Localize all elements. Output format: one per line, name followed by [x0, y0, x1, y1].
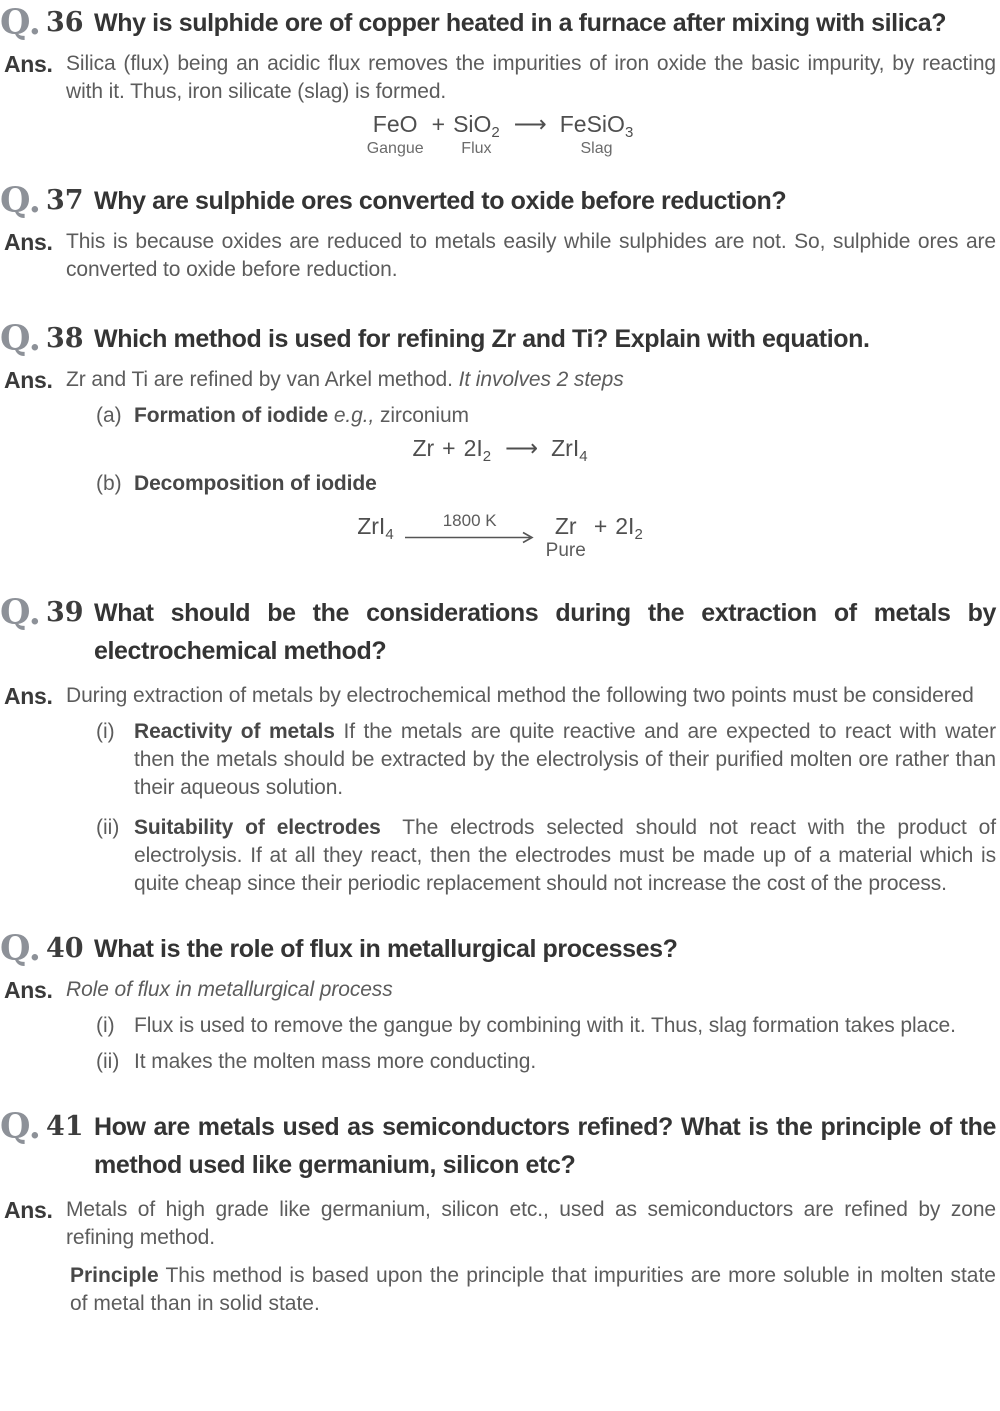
formula: Zr — [412, 435, 435, 461]
equation-term — [546, 512, 586, 562]
equation-term — [367, 110, 424, 158]
chemical-equation-iodide-decomposition — [4, 512, 996, 562]
question-block-39 — [0, 592, 997, 898]
reaction-arrow-icon: ⟶ — [505, 435, 538, 461]
question-marker: Q. — [0, 928, 41, 969]
formula: FeSiO$_3$ — [559, 111, 634, 141]
question-marker: Q. — [0, 180, 41, 221]
step-text: Formation of iodide e.g., zirconium — [134, 404, 469, 427]
answer-text: Role of flux in metallurgical process — [66, 978, 393, 1001]
principle-text: This method is based upon the principle that impurities are more soluble in molten state of metal than in solid state. — [70, 1264, 996, 1315]
italic-run: It involves 2 steps — [458, 368, 624, 391]
question-header — [0, 2, 996, 43]
principle-paragraph — [70, 1262, 996, 1318]
question-marker: Q. — [0, 592, 41, 633]
answer-row — [4, 366, 996, 394]
labeled-reaction-arrow — [404, 512, 536, 544]
formula: ZrI$_4$ — [357, 513, 394, 543]
equation-term — [453, 110, 500, 158]
formula: SiO$_2$ — [453, 111, 500, 141]
term-label: Slag — [580, 140, 613, 157]
question-block-37 — [0, 180, 996, 284]
question-header — [0, 592, 996, 670]
formula: $2I_2$ — [615, 513, 643, 543]
answer-text: This is because oxides are reduced to metals easily while sulphides are not. So, sulphide ores are converted to oxide before reduction. — [66, 230, 996, 281]
question-number: 41 — [46, 1111, 84, 1142]
question-header — [0, 1106, 996, 1184]
answer-row — [4, 228, 996, 284]
point-marker: (i) — [96, 1014, 115, 1037]
question-header — [0, 180, 996, 221]
question-block-41 — [0, 1106, 996, 1318]
answer-row — [4, 50, 996, 106]
plus-sign: + — [431, 111, 446, 137]
formula: $2I_2$ — [463, 435, 492, 465]
answer-point-i — [96, 1012, 996, 1040]
step-marker: (a) — [96, 404, 122, 427]
chemical-equation-feo — [4, 110, 996, 158]
term-label: Pure — [545, 540, 586, 561]
point-marker: (ii) — [96, 1050, 120, 1073]
equation-term — [560, 110, 634, 158]
question-block-38 — [0, 318, 996, 562]
point-text: Reactivity of metals If the metals are quite reactive and are expected to react with water then the metals should be extracted by the electrolysis of their purified molten ore rather than their aqueous solution. — [134, 720, 997, 799]
answer-label: Ans. — [4, 51, 53, 77]
question-marker: Q. — [0, 1106, 41, 1147]
plus-sign: + — [442, 435, 456, 461]
step-b — [96, 470, 996, 498]
answer-point-i — [96, 718, 996, 802]
principle-label: Principle — [70, 1264, 159, 1287]
answer-label: Ans. — [4, 1197, 53, 1223]
formula: ZrI$_4$ — [551, 435, 588, 465]
reaction-arrow-icon — [404, 531, 536, 544]
step-text: Decomposition of iodide — [134, 472, 377, 495]
question-text: Which method is used for refining Zr and Ti? Explain with equation. — [94, 325, 870, 353]
formula: FeO — [372, 111, 418, 137]
question-text: How are metals used as semiconductors refined? What is the principle of the method used like germanium, silicon etc? — [94, 1113, 996, 1179]
answer-label: Ans. — [4, 229, 53, 255]
question-header — [0, 318, 996, 359]
point-marker: (ii) — [96, 816, 120, 839]
point-text: It makes the molten mass more conducting. — [134, 1050, 537, 1073]
answer-point-ii — [96, 814, 996, 898]
question-marker: Q. — [0, 318, 41, 359]
term-label: Gangue — [366, 140, 424, 157]
answer-label: Ans. — [4, 367, 53, 393]
term-label: Flux — [461, 140, 492, 157]
answer-label: Ans. — [4, 683, 53, 709]
reaction-arrow-icon: ⟶ — [513, 111, 546, 137]
question-block-40 — [0, 928, 996, 1076]
answer-text: Metals of high grade like germanium, silicon etc., used as semiconductors are refined by zone refining method. — [66, 1198, 996, 1249]
step-marker: (b) — [96, 472, 122, 495]
question-number: 38 — [46, 323, 84, 354]
chemical-equation-iodide-formation — [4, 434, 996, 465]
question-block-36 — [0, 2, 996, 158]
question-text: What should be the considerations during the extraction of metals by electrochemical method? — [94, 599, 996, 665]
answer-label: Ans. — [4, 977, 53, 1003]
point-text: Flux is used to remove the gangue by combining with it. Thus, slag formation takes place. — [134, 1014, 956, 1037]
question-number: 39 — [46, 597, 84, 628]
question-text: What is the role of flux in metallurgical processes? — [94, 935, 678, 963]
answer-point-ii — [96, 1048, 996, 1076]
question-text: Why is sulphide ore of copper heated in a furnace after mixing with silica? — [94, 9, 947, 37]
question-number: 37 — [46, 185, 84, 216]
answer-row — [4, 976, 996, 1004]
answer-text: During extraction of metals by electrochemical method the following two points must be considered — [66, 684, 974, 707]
reaction-condition: 1800 K — [442, 511, 497, 530]
question-number: 36 — [46, 7, 84, 38]
point-marker: (i) — [96, 720, 115, 743]
answer-row — [4, 1196, 996, 1252]
point-text: Suitability of electrodes The electrods selected should not react with the product of electrolysis. If at all they react, then the electrodes must be made up of a material which is quite cheap since their periodic replacement should not increase the cost of the process. — [134, 816, 996, 895]
formula: Zr — [554, 513, 577, 539]
step-a — [96, 402, 996, 430]
answer-text: Zr and Ti are refined by van Arkel method. It involves 2 steps — [66, 368, 624, 391]
answer-row — [4, 682, 996, 710]
plus-sign: + — [593, 513, 608, 539]
question-number: 40 — [46, 933, 84, 964]
question-text: Why are sulphide ores converted to oxide before reduction? — [94, 187, 787, 215]
question-header — [0, 928, 996, 969]
answer-text: Silica (flux) being an acidic flux removes the impurities of iron oxide the basic impurity, by reacting with it. Thus, iron silicate (slag) is formed. — [66, 52, 996, 103]
question-marker: Q. — [0, 2, 41, 43]
